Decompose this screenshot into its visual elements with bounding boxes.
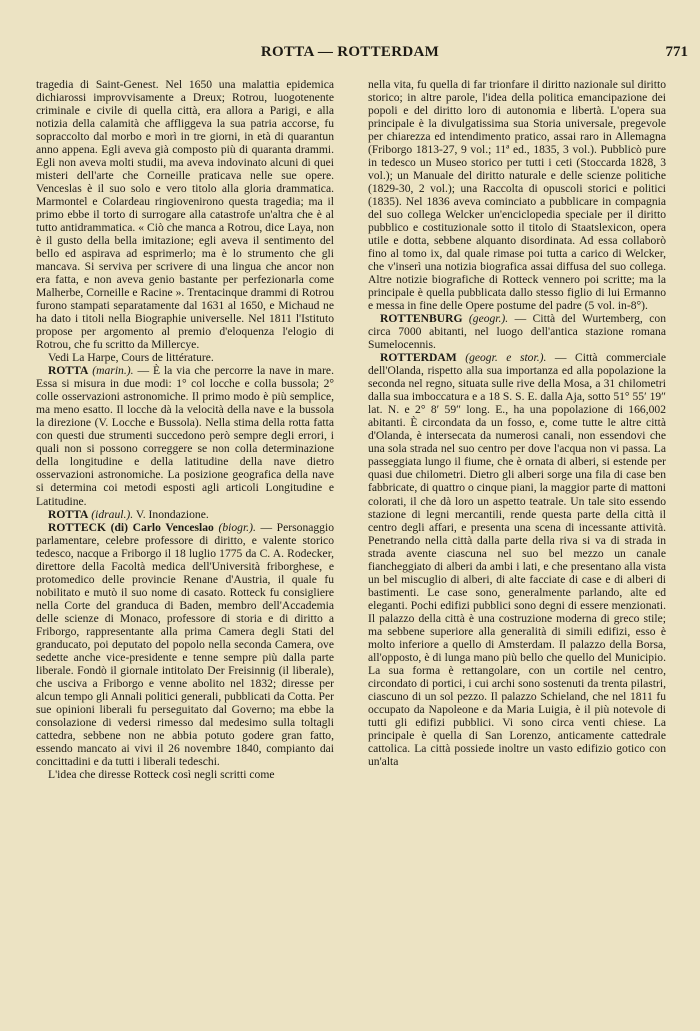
entry-text: — Città commerciale dell'Olanda, rispetto alla sua importanza ed alla popolazione la seconda nel regno, situata sulle rive della Mosa, a 31 chilometri dalla sua imboccatura e a 18 S. S. E. dalla Aja, sotto 51° 55′ 19″ lat. N. e 2° 8′ 59″ long. E., ha una popolazione di 166,002 abitanti. È circondata da un fosso, e, come tutte le altre città d'Olanda, è intersecata da numerosi canali, non essendovi che una sola strada nel suo centro per dove l'acqua non vi passa. La passeggiata lungo il fiume, che è ornata di alberi, si estende per quasi due chilometri. Dietro gli alberi sorge una fila di case ben fabbricate, di quattro o cinque piani, la maggior parte di mattoni colorati, il che dà loro un aspetto teatrale. Un tale sito essendo stazione di legni mercantili, rende questa parte della città il centro degli affari, e presenta una scena di incessante attività. Penetrando nella città dalla parte della riva si va di strada in strada avente ciascuna nel suo bel mezzo un canale fiancheggiato di alberi da ambi i lati, e che presentano alla vista un bel miscuglio di alberi, di alte facciate di case e di alberi di bastimenti. Le case sono, generalmente parlando, alte ed eleganti. Pochi edifizi pubblici sono degni di essere menzionati. Il palazzo della città è una costruzione moderna di greco stile; ma sebbene superiore alla generalità di simili edifizi, esso è molto inferiore a quello di Amsterdam. Il palazzo della Borsa, all'opposto, è di lunga mano più bello che quello del Municipio. La sua forma è rettangolare, con un cortile nel centro, circondato di portici, i cui archi sono sostenuti da trenta pilastri, ciascuno di un sol pezzo. Il palazzo Schieland, che nel 1811 fu occupato da Napoleone e da Maria Luigia, è il più notevole di tutti gli edifizi pubblici. Vi sono circa venti chiese. La principale è quella di San Lorenzo, anticamente cattedrale cattolica. La città possiede inoltre un vasto edifizio gotico con un'alta bbox=[368, 351, 666, 768]
entry-headword: ROTTA bbox=[48, 364, 89, 378]
page-header bbox=[0, 44, 700, 66]
running-title: ROTTA — ROTTERDAM bbox=[260, 44, 440, 60]
entry-headword: ROTTENBURG bbox=[380, 312, 463, 326]
page-number: 771 bbox=[665, 44, 688, 60]
entry-subject-note: (geogr.). bbox=[468, 312, 509, 326]
left-column bbox=[36, 78, 334, 781]
text-paragraph bbox=[368, 78, 666, 312]
entry-text: nella vita, fu quella di far trionfare il diritto nazionale sul diritto storico; in altre parole, l'idea della politica emancipazione dei popoli e del diritto loro di autonomia e libertà. L'opera sua principale è la divulgatissima sua Storia universale, pregevole per chiarezza ed intendimento pratico, assai raro in Allemagna (Friborgo 1813-27, 9 vol.; 11ª ed., 1835, 3 vol.). Pubblicò pure in tedesco un Museo storico per tutti i ceti (Stoccarda 1828, 3 vol.); un Manuale del diritto naturale e delle scienze politiche (1829-30, 2 vol.); una Raccolta di opuscoli storici e politici (1835). Nel 1836 aveva cominciato a pubblicare in compagnia del suo collega Welcker un'enciclopedia speciale per il diritto pubblico e costituzionale sotto il titolo di Staatslexicon, opera utile e dotta, sebbene alquanto disordinata. Ad essa collaborò fino al tomo ix, dal quale rimase poi tutta a carico di Welcker, che v'inserì una notizia biografica assai diffusa del suo collega. Altre notizie biografiche di Rotteck vennero poi scritte; ma la principale è quella pubblicata dallo stesso figlio di lui Ermanno e messa in fine delle Opere postume del padre (5 vol. in-8°). bbox=[368, 78, 666, 313]
text-paragraph bbox=[36, 78, 334, 351]
entry-headword: ROTTECK (di) Carlo Venceslao bbox=[48, 520, 214, 534]
entry-text: — È la via che percorre la nave in mare. Essa si misura in due modi: 1° col locche e colla bussola; 2° colle osservazioni astronomiche. Il primo modo è più semplice, ma meno esatto. Il locche dà la velocità della nave e la bussola la direzione (V. Locche e Bussola). Nella stima della rotta fatta con questi due strumenti succedono però sempre degli errori, i quali non si possono correggere se non colla determinazione della longitudine e della latitudine della nave dietro osservazioni astronomiche. La posizione geografica della nave si determina coi metodi esposti agli articoli Longitudine e Latitudine. bbox=[36, 364, 334, 508]
entry-subject-note: (idraul.). bbox=[91, 507, 134, 521]
entry-headword: ROTTERDAM bbox=[380, 351, 457, 365]
entry-text: V. Inondazione. bbox=[135, 507, 209, 521]
entry-paragraph bbox=[36, 521, 334, 768]
right-column bbox=[368, 78, 666, 768]
entry-text: Vedi La Harpe, Cours de littérature. bbox=[48, 351, 214, 365]
entry-subject-note: (biogr.). bbox=[218, 520, 256, 534]
entry-text: — Città del Wurtemberg, con circa 7000 abitanti, nel luogo dell'antica stazione romana Sumelocennis. bbox=[368, 312, 666, 352]
entry-text: — Personaggio parlamentare, celebre professore di diritto, e valente storico tedesco, nacque a Friborgo il 18 luglio 1775 da C. A. Rodecker, direttore della Facoltà medica dell'Università friborghese, e protomedico delle provincie Renane d'Austria, il quale fu nobilitato e mutò il suo nome di casato. Rotteck fu consigliere nella Corte del granduca di Baden, membro dell'Accademia delle scienze di Monaco, professore di storia e di diritto a Friborgo, rappresentante alla prima Camera degli Stati del granducato, poi deputato del popolo nella seconda Camera, ove sedette anche vice-presidente e tenne sempre più dalla parte liberale. Fondò il giornale intitolato Der Freisinnig (il liberale), che usciva a Friborgo e venne abolito nel 1832; diresse per alcun tempo gli Annali politici generali, pubblicati da Cotta. Per sue opinioni liberali fu perseguitato dal Governo; ma ebbe la consolazione di vedersi rimesso dal medesimo sulla toltagli cattedra, sebbene non ne abbia potuto godere gran fatto, essendo mancato ai vivi il 26 novembre 1840, compianto dai concittadini e da tutti i liberali tedeschi. bbox=[36, 520, 334, 768]
entry-paragraph bbox=[36, 508, 334, 521]
entry-paragraph bbox=[36, 364, 334, 507]
entry-subject-note: (geogr. e stor.). bbox=[465, 351, 547, 365]
entry-text: L'idea che diresse Rotteck così negli scritti come bbox=[48, 767, 275, 781]
entry-subject-note: (marin.). bbox=[92, 364, 134, 378]
text-paragraph bbox=[36, 351, 334, 364]
entry-text: tragedia di Saint-Genest. Nel 1650 una malattia epidemica dichiarossi improvvisamente a Dreux; Rotrou, luogotenente criminale e civile di quella città, era allora a Parigi, e alla notizia della calamità che affliggeva la sua patria accorse, fu sopraccolto dal morbo e morì in tre giorni, in età di quarantun anno appena. Egli aveva già composto più di quaranta drammi. Egli non aveva molti studii, ma aveva indovinato alcuni di quei misteri dell'arte che Corneille praticava nelle sue opere. Venceslas è il suo solo e vero titolo alla gloria drammatica. Marmontel e Colardeau ringiovenirono questa tragedia; ma il primo ebbe il torto di surrogare alla catastrofe un'altra che è al tutto antidrammatica. « Ciò che manca a Rotrou, dice Laya, non è il gusto della bella imitazione; egli aveva il sentimento del bello ed aspirava ad esprimerlo; ma è lo strumento che gli mancava. Si serviva per scrivere di una lingua che ancor non era fatta, e non aveva genio bastante per perfezionarla come Malherbe, Corneille e Racine ». Trentacinque drammi di Rotrou furono stampati separatamente dal 1631 al 1650, e Michaud ne ha dato i titoli nella Biographie universelle. Nel 1811 l'Istituto propose per argomento al premio d'eloquenza l'elogio di Rotrou, che fu scritto da Millercye. bbox=[36, 78, 334, 352]
entry-paragraph bbox=[368, 351, 666, 768]
text-paragraph bbox=[36, 768, 334, 781]
entry-headword: ROTTA bbox=[48, 507, 89, 521]
entry-paragraph bbox=[368, 312, 666, 351]
